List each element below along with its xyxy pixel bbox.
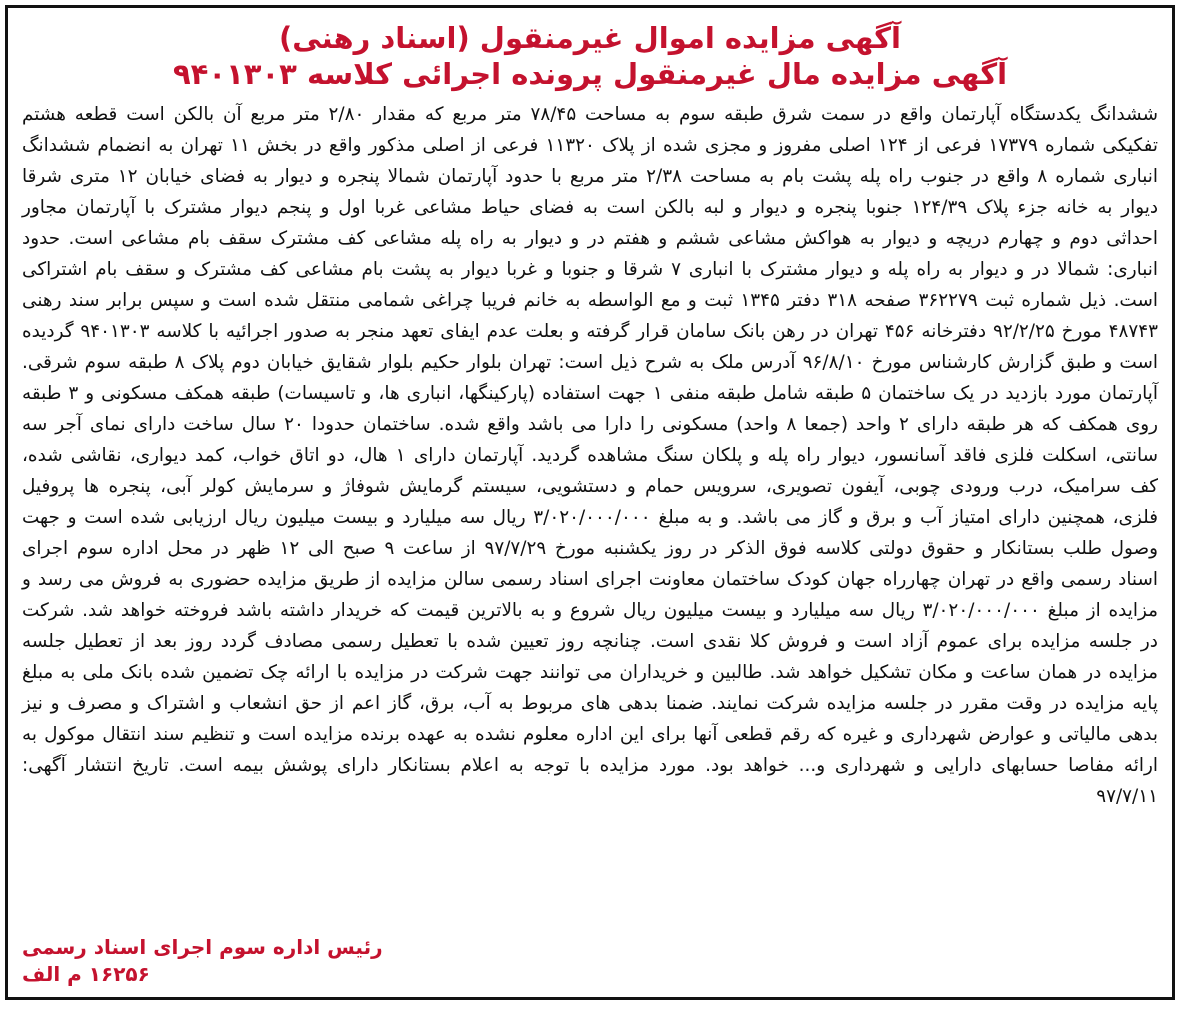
notice-footer — [22, 933, 1158, 987]
notice-title-main: آگهی مزایده اموال غیرمنقول (اسناد رهنی) — [279, 21, 901, 55]
notice-title-case: آگهی مزایده مال غیرمنقول پرونده اجرائی کلاسه ۹۴۰۱۳۰۳ — [172, 57, 1008, 92]
signature-line: رئیس اداره سوم اجرای اسناد رسمی — [22, 935, 383, 959]
auction-notice — [5, 5, 1175, 1000]
notice-code: ۱۶۲۵۶ م الف — [22, 962, 150, 986]
notice-body: ششدانگ یکدستگاه آپارتمان واقع در سمت شرق طبقه سوم به مساحت ۷۸/۴۵ متر مربع که مقدار ۲/۸۰ متر مربع آن بالکن است قطعه هشتم تفکیکی شماره ۱۷۳۷۹ فرعی از ۱۲۴ اصلی مفروز و مجزی شده از پلاک ۱۱۳۲۰ فرعی از اصلی مذکور واقع در بخش ۱۱ تهران به انضمام ششدانگ انباری شماره ۸ واقع در جنوب راه پله پشت بام به مساحت ۲/۳۸ متر مربع با حدود آپارتمان شمالا پنجره و دیوار به فضای خیابان ۱۲ متری شرقا دیوار به خانه جزء پلاک ۱۲۴/۳۹ جنوبا پنجره و دیوار و لبه بالکن است به فضای حیاط مشاعی غربا اول و پنجم دیوار مشترک با آپارتمان مجاور احداثی دوم و چهارم دریچه و دیوار به هواکش مشاعی ششم و هفتم در و دیوار به راه پله مشاعی کف مشترک سقف بام مشاعی است. حدود انباری: شمالا در و دیوار به راه پله و دیوار مشترک با انباری ۷ شرقا و جنوبا و غربا دیوار به پشت بام مشاعی کف مشترک و سقف بام اشتراکی است. ذیل شماره ثبت ۳۶۲۲۷۹ صفحه ۳۱۸ دفتر ۱۳۴۵ ثبت و مع الواسطه به خانم فریبا چراغی شمامی منتقل شده است و سپس برابر سند رهنی ۴۸۷۴۳ مورخ ۹۲/۲/۲۵ دفترخانه ۴۵۶ تهران در رهن بانک سامان قرار گرفته و بعلت عدم ایفای تعهد منجر به صدور اجرائیه با کلاسه ۹۴۰۱۳۰۳ گردیده است و طبق گزارش کارشناس مورخ ۹۶/۸/۱۰ آدرس ملک به شرح ذیل است: تهران بلوار حکیم بلوار شقایق خیابان دوم پلاک ۸ طبقه سوم شرقی. آپارتمان مورد بازدید در یک ساختمان ۵ طبقه شامل طبقه منفی ۱ جهت استفاده (پارکینگها، انباری ها، و تاسیسات) طبقه همکف مسکونی و ۳ طبقه روی همکف که هر طبقه دارای ۲ واحد (جمعا ۸ واحد) مسکونی را دارا می باشد واقع شده. ساختمان حدودا ۲۰ سال ساخت دارای نمای آجر سه سانتی، اسکلت فلزی فاقد آسانسور، دیوار راه پله و پلکان سنگ مشاهده گردید. آپارتمان دارای ۱ هال، دو اتاق خواب، کمد دیواری، نقاشی شده، کف سرامیک، درب ورودی چوبی، آیفون تصویری، سرویس حمام و دستشویی، سیستم گرمایش شوفاژ و سرمایش کولر آبی، پنجره ها پروفیل فلزی، همچنین دارای امتیاز آب و برق و گاز می باشد. و به مبلغ ۳/۰۲۰/۰۰۰/۰۰۰ ریال سه میلیارد و بیست میلیون ریال ارزیابی شده است و جهت وصول طلب بستانکار و حقوق دولتی کلاسه فوق الذکر در روز یکشنبه مورخ ۹۷/۷/۲۹ از ساعت ۹ صبح الی ۱۲ ظهر در محل اداره سوم اجرای اسناد رسمی واقع در تهران چهارراه جهان کودک ساختمان معاونت اجرای اسناد رسمی سالن مزایده از طریق مزایده حضوری به فروش می رسد و مزایده از مبلغ ۳/۰۲۰/۰۰۰/۰۰۰ ریال سه میلیارد و بیست میلیون ریال شروع و به بالاترین قیمت که خریدار داشته باشد فروخته خواهد شد. شرکت در جلسه مزایده برای عموم آزاد است و فروش کلا نقدی است. چنانچه روز تعیین شده با تعطیل رسمی مصادف گردد روز بعد از تعطیل جلسه مزایده در همان ساعت و مکان تشکیل خواهد شد. طالبین و خریداران می توانند جهت شرکت در مزایده با ارائه چک تضمین شده بانک ملی به مبلغ پایه مزایده در وقت مقرر در جلسه مزایده شرکت نمایند. ضمنا بدهی های مربوط به آب، برق، گاز اعم از حق انشعاب و اشتراک و مصرف و نیز بدهی مالیاتی و عوارض شهرداری و غیره که رقم قطعی آنها برای این اداره معلوم نشده به عهده برنده مزایده است و تنظیم سند انتقال موکول به ارائه مفاصا حسابهای دارایی و شهرداری و... خواهد بود. مورد مزایده با توجه به اعلام بستانکار دارای پوشش بیمه است. تاریخ انتشار آگهی: ۹۷/۷/۱۱ — [22, 103, 1159, 807]
